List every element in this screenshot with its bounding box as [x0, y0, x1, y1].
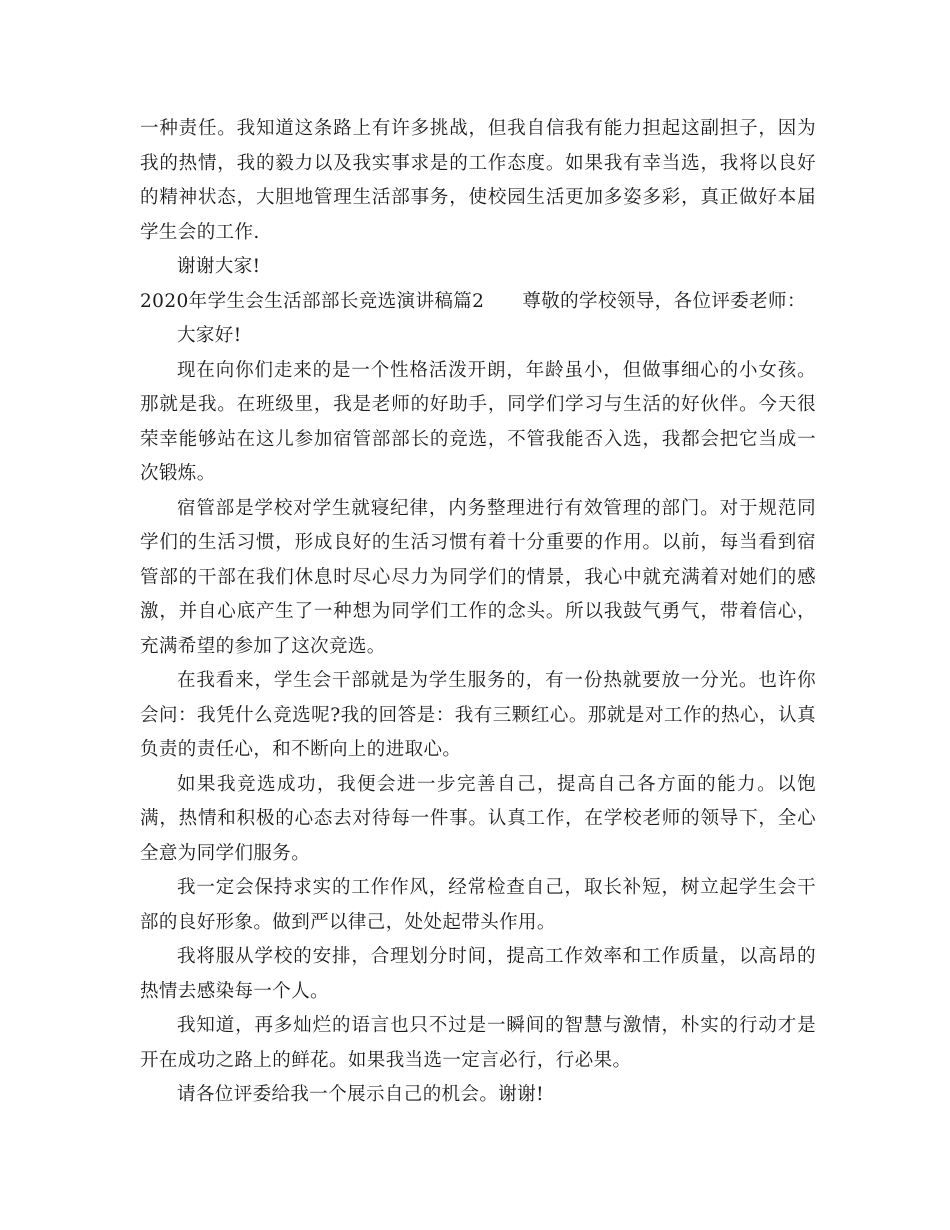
greeting: 大家好!	[177, 325, 242, 346]
section-title: 2020年学生会生活部部长竞选演讲稿篇2	[140, 290, 485, 312]
paragraph-dorm-dept: 宿管部是学校对学生就寝纪律，内务整理进行有效管理的部门。对于规范同学们的生活习惯，形成良好的生活习惯有着十分重要的作用。以前，每当看到宿管部的干部在我们休息时尽心尽力为同学们的情景，我心中就充满着对她们的感激，并自心底产生了一种想为同学们工作的念头。所以我鼓气勇气，带着信心，充满希望的参加了这次竞选。	[140, 497, 816, 657]
section-heading-line	[140, 285, 816, 320]
paragraph-work-style: 我一定会保持求实的工作作风，经常检查自己，取长补短，树立起学生会干部的良好形象。做到严以律己，处处起带头作用。	[140, 877, 816, 933]
continuation-paragraph: 一种责任。我知道这条路上有许多挑战，但我自信我有能力担起这副担子，因为我的热情，我的毅力以及我实事求是的工作态度。如果我有幸当选，我将以良好的精神状态，大胆地管理生活部事务，使校园生活更加多姿多彩，真正做好本届学生会的工作.	[140, 118, 816, 243]
paragraph-three-hearts: 在我看来，学生会干部就是为学生服务的，有一份热就要放一分光。也许你会问：我凭什么竞选呢?我的回答是：我有三颗红心。那就是对工作的热心，认真负责的责任心，和不断向上的进取心。	[140, 670, 816, 760]
thanks-line: 谢谢大家!	[177, 256, 261, 277]
paragraph-obey-arrangement: 我将服从学校的安排，合理划分时间，提高工作效率和工作质量，以高昂的热情去感染每一个人。	[140, 946, 816, 1002]
paragraph-if-elected: 如果我竞选成功，我便会进一步完善自己，提高自己各方面的能力。以饱满，热情和积极的心态去对待每一件事。认真工作，在学校老师的领导下，全心全意为同学们服务。	[140, 773, 816, 864]
paragraph-action: 我知道，再多灿烂的语言也只不过是一瞬间的智慧与激情，朴实的行动才是开在成功之路上的鲜花。如果我当选一定言必行，行必果。	[140, 1015, 816, 1071]
paragraph-closing: 请各位评委给我一个展示自己的机会。谢谢!	[177, 1084, 544, 1105]
paragraph-intro: 现在向你们走来的是一个性格活泼开朗，年龄虽小，但做事细心的小女孩。那就是我。在班级里，我是老师的好助手，同学们学习与生活的好伙伴。今天很荣幸能够站在这儿参加宿管部部长的竞选，不管我能否入选，我都会把它当成一次锻炼。	[140, 359, 816, 484]
salutation: 尊敬的学校领导，各位评委老师：	[522, 290, 806, 312]
document-body	[140, 112, 816, 1113]
